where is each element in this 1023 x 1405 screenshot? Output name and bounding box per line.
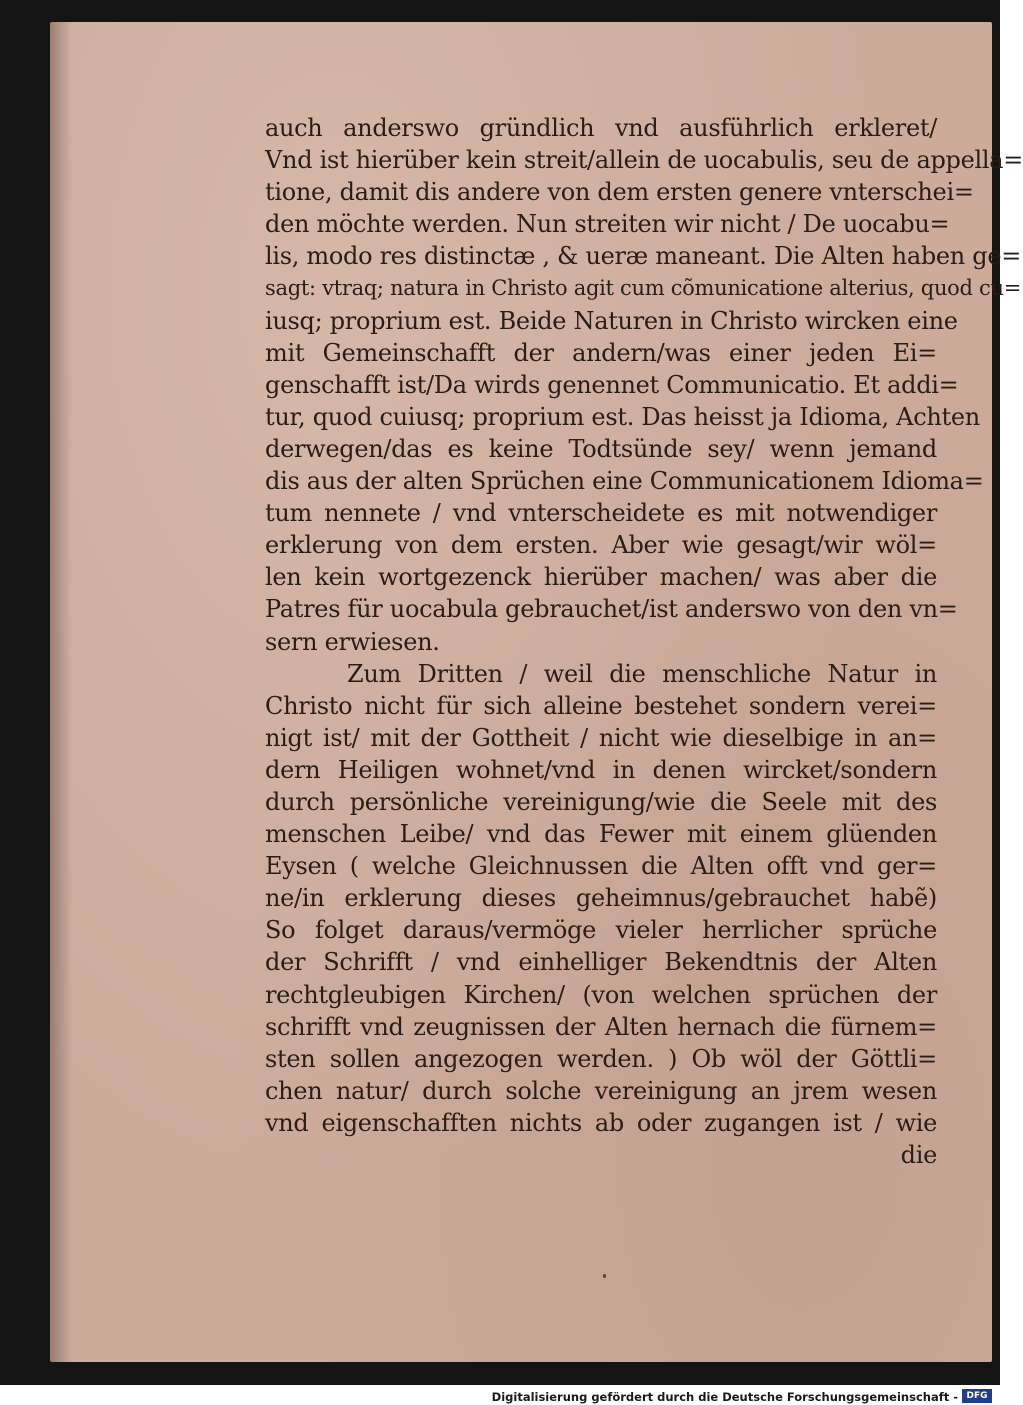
- page-text-block: [265, 112, 1023, 1171]
- text-line: Patres für uocabula gebrauchet/ist anderswo von den vn=: [265, 595, 958, 624]
- text-line: erklerung von dem ersten. Aber wie gesagt/wir wöl=: [265, 531, 937, 560]
- catchword: die: [900, 1141, 937, 1169]
- text-line: durch persönliche vereinigung/wie die Seele mit des: [265, 787, 937, 816]
- text-line: len kein wortgezenck hierüber machen/ was aber die: [265, 563, 937, 592]
- funding-credit: Digitalisierung gefördert durch die Deutsche Forschungsgemeinschaft -: [491, 1390, 958, 1404]
- text-line: sern erwiesen.: [265, 627, 440, 656]
- text-line: iusq; proprium est. Beide Naturen in Christo wircken eine: [265, 306, 958, 335]
- text-line: den möchte werden. Nun streiten wir nicht / De uocabu=: [265, 210, 950, 239]
- dfg-logo: DFG: [962, 1389, 992, 1403]
- text-line: So folget daraus/vermöge vieler herrlicher sprüche: [265, 916, 937, 945]
- text-line: dern Heiligen wohnet/vnd in denen wircket/sondern: [265, 755, 937, 784]
- text-line: ne/in erklerung dieses geheimnus/gebrauchet habẽ): [265, 884, 937, 913]
- text-line: chen natur/ durch solche vereinigung an jrem wesen: [265, 1076, 937, 1105]
- text-line: der Schrifft / vnd einhelliger Bekendtnis der Alten: [265, 948, 937, 977]
- text-line: lis, modo res distinctæ , & ueræ maneant. Die Alten haben ge=: [265, 242, 1022, 271]
- page-gutter-shadow: [50, 22, 72, 1362]
- text-line: dis aus der alten Sprüchen eine Communicationem Idioma=: [265, 467, 984, 496]
- text-line: tum nennete / vnd vnterscheidete es mit notwendiger: [265, 499, 937, 528]
- text-line: schrifft vnd zeugnissen der Alten hernach die fürnem=: [265, 1012, 937, 1041]
- text-line: Vnd ist hierüber kein streit/allein de uocabulis, seu de appella=: [265, 146, 1023, 175]
- text-line: vnd eigenschafften nichts ab oder zugangen ist / wie: [265, 1108, 937, 1137]
- text-line: Christo nicht für sich alleine bestehet sondern verei=: [265, 691, 937, 720]
- text-line: Eysen ( welche Gleichnussen die Alten offt vnd ger=: [265, 852, 937, 881]
- text-line: mit Gemeinschafft der andern/was einer jeden Ei=: [265, 338, 937, 367]
- text-line: nigt ist/ mit der Gottheit / nicht wie dieselbige in an=: [265, 723, 937, 752]
- text-line: auch anderswo gründlich vnd ausführlich erkleret/: [265, 114, 937, 142]
- text-line: derwegen/das es keine Todtsünde sey/ wenn jemand: [265, 434, 937, 463]
- text-line: sagt: vtraq; natura in Christo agit cum cõmunicatione alterius, quod cu=: [265, 276, 1022, 301]
- text-line: tur, quod cuiusq; proprium est. Das heisst ja Idioma, Achten: [265, 402, 980, 431]
- text-line: sten sollen angezogen werden. ) Ob wöl der Göttli=: [265, 1044, 937, 1073]
- paragraph-start-line: Zum Dritten / weil die menschliche Natur in: [347, 659, 937, 688]
- paper-speck: [603, 1274, 606, 1278]
- text-line: tione, damit dis andere von dem ersten genere vnterschei=: [265, 178, 974, 207]
- text-line: rechtgleubigen Kirchen/ (von welchen sprüchen der: [265, 980, 937, 1009]
- text-line: genschafft ist/Da wirds genennet Communicatio. Et addi=: [265, 370, 959, 399]
- text-line: menschen Leibe/ vnd das Fewer mit einem glüenden: [265, 820, 937, 849]
